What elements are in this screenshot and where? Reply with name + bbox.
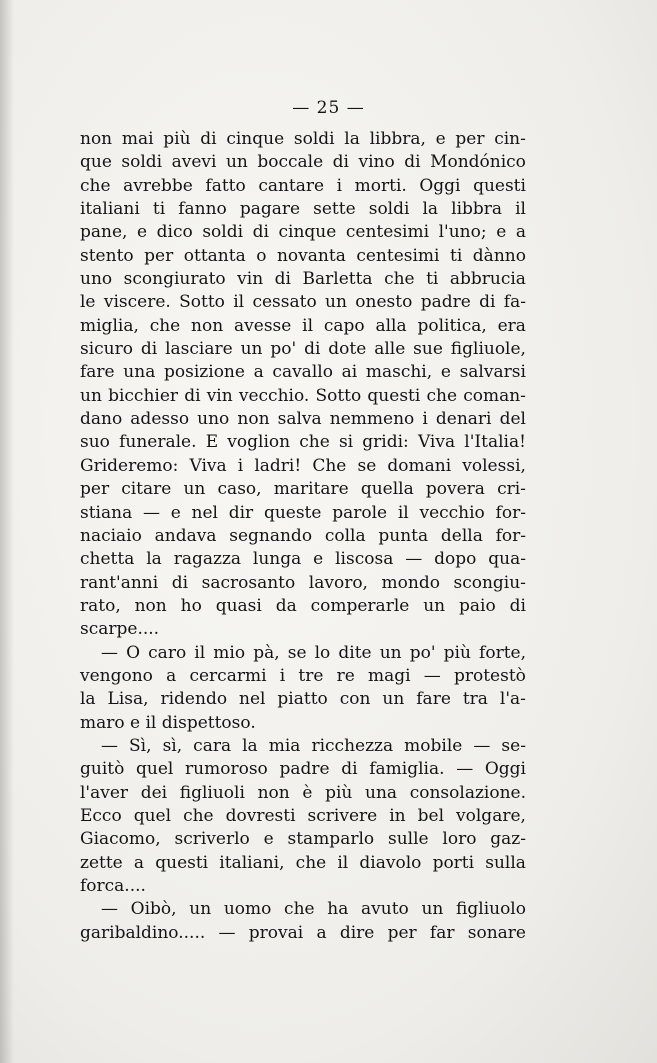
page-number: — 25 — <box>292 98 365 118</box>
text-line: che avrebbe fatto cantare i morti. Oggi questi <box>80 175 526 196</box>
text-line: — Sì, sì, cara la mia ricchezza mobile — se- <box>101 735 526 756</box>
text-line: le viscere. Sotto il cessato un onesto padre di fa- <box>80 292 526 313</box>
text-line: uno scongiurato vin di Barletta che ti abbrucia <box>80 269 526 290</box>
text-line: scarpe.... <box>80 619 160 640</box>
text-line: guitò quel rumoroso padre di famiglia. — Oggi <box>80 759 526 780</box>
text-line: italiani ti fanno pagare sette soldi la libbra il <box>80 199 526 220</box>
text-line: miglia, che non avesse il capo alla politica, era <box>80 315 526 336</box>
text-line: rato, non ho quasi da comperarle un paio di <box>80 595 526 616</box>
text-line: forca.... <box>80 876 146 896</box>
text-line: — Oibò, un uomo che ha avuto un figliuolo <box>101 899 526 920</box>
text-line: suo funerale. E voglion che si gridi: Viva l'Italia! <box>80 432 526 453</box>
text-line: un bicchier di vin vecchio. Sotto questi che coman- <box>80 385 526 406</box>
text-line: vengono a cercarmi i tre re magi — protestò <box>80 665 526 686</box>
body-text <box>80 128 526 945</box>
text-line: rant'anni di sacrosanto lavoro, mondo scongiu- <box>80 572 526 593</box>
text-line: stiana — e nel dir queste parole il vecchio for- <box>80 502 526 523</box>
text-line: chetta la ragazza lunga e liscosa — dopo qua- <box>80 549 526 570</box>
text-line: que soldi avevi un boccale di vino di Mondónico <box>80 152 526 173</box>
text-line: stento per ottanta o novanta centesimi ti dànno <box>80 245 526 266</box>
text-line: la Lisa, ridendo nel piatto con un fare tra l'a- <box>80 689 526 710</box>
text-line: — O caro il mio pà, se lo dite un po' più forte, <box>101 642 526 663</box>
text-line: garibaldino..... — provai a dire per far sonare <box>80 922 526 943</box>
text-line: Giacomo, scriverlo e stamparlo sulle loro gaz- <box>80 829 526 850</box>
text-line: non mai più di cinque soldi la libbra, e per cin- <box>80 129 526 149</box>
text-line: pane, e dico soldi di cinque centesimi l'uno; e a <box>80 222 526 243</box>
spine-shadow <box>0 0 14 1063</box>
text-line: zette a questi italiani, che il diavolo porti sulla <box>80 852 526 873</box>
text-line: fare una posizione a cavallo ai maschi, e salvarsi <box>80 362 526 383</box>
text-line: dano adesso uno non salva nemmeno i denari del <box>80 409 526 430</box>
text-line: Grideremo: Viva i ladri! Che se domani volessi, <box>80 455 526 476</box>
text-line: naciaio andava segnando colla punta della for- <box>80 525 526 546</box>
text-line: Ecco quel che dovresti scrivere in bel volgare, <box>80 805 526 826</box>
text-line: sicuro di lasciare un po' di dote alle sue figliuole, <box>80 339 526 360</box>
text-line: l'aver dei figliuoli non è più una consolazione. <box>80 782 526 803</box>
text-line: per citare un caso, maritare quella povera cri- <box>80 479 526 500</box>
text-line: maro e il dispettoso. <box>80 712 256 733</box>
